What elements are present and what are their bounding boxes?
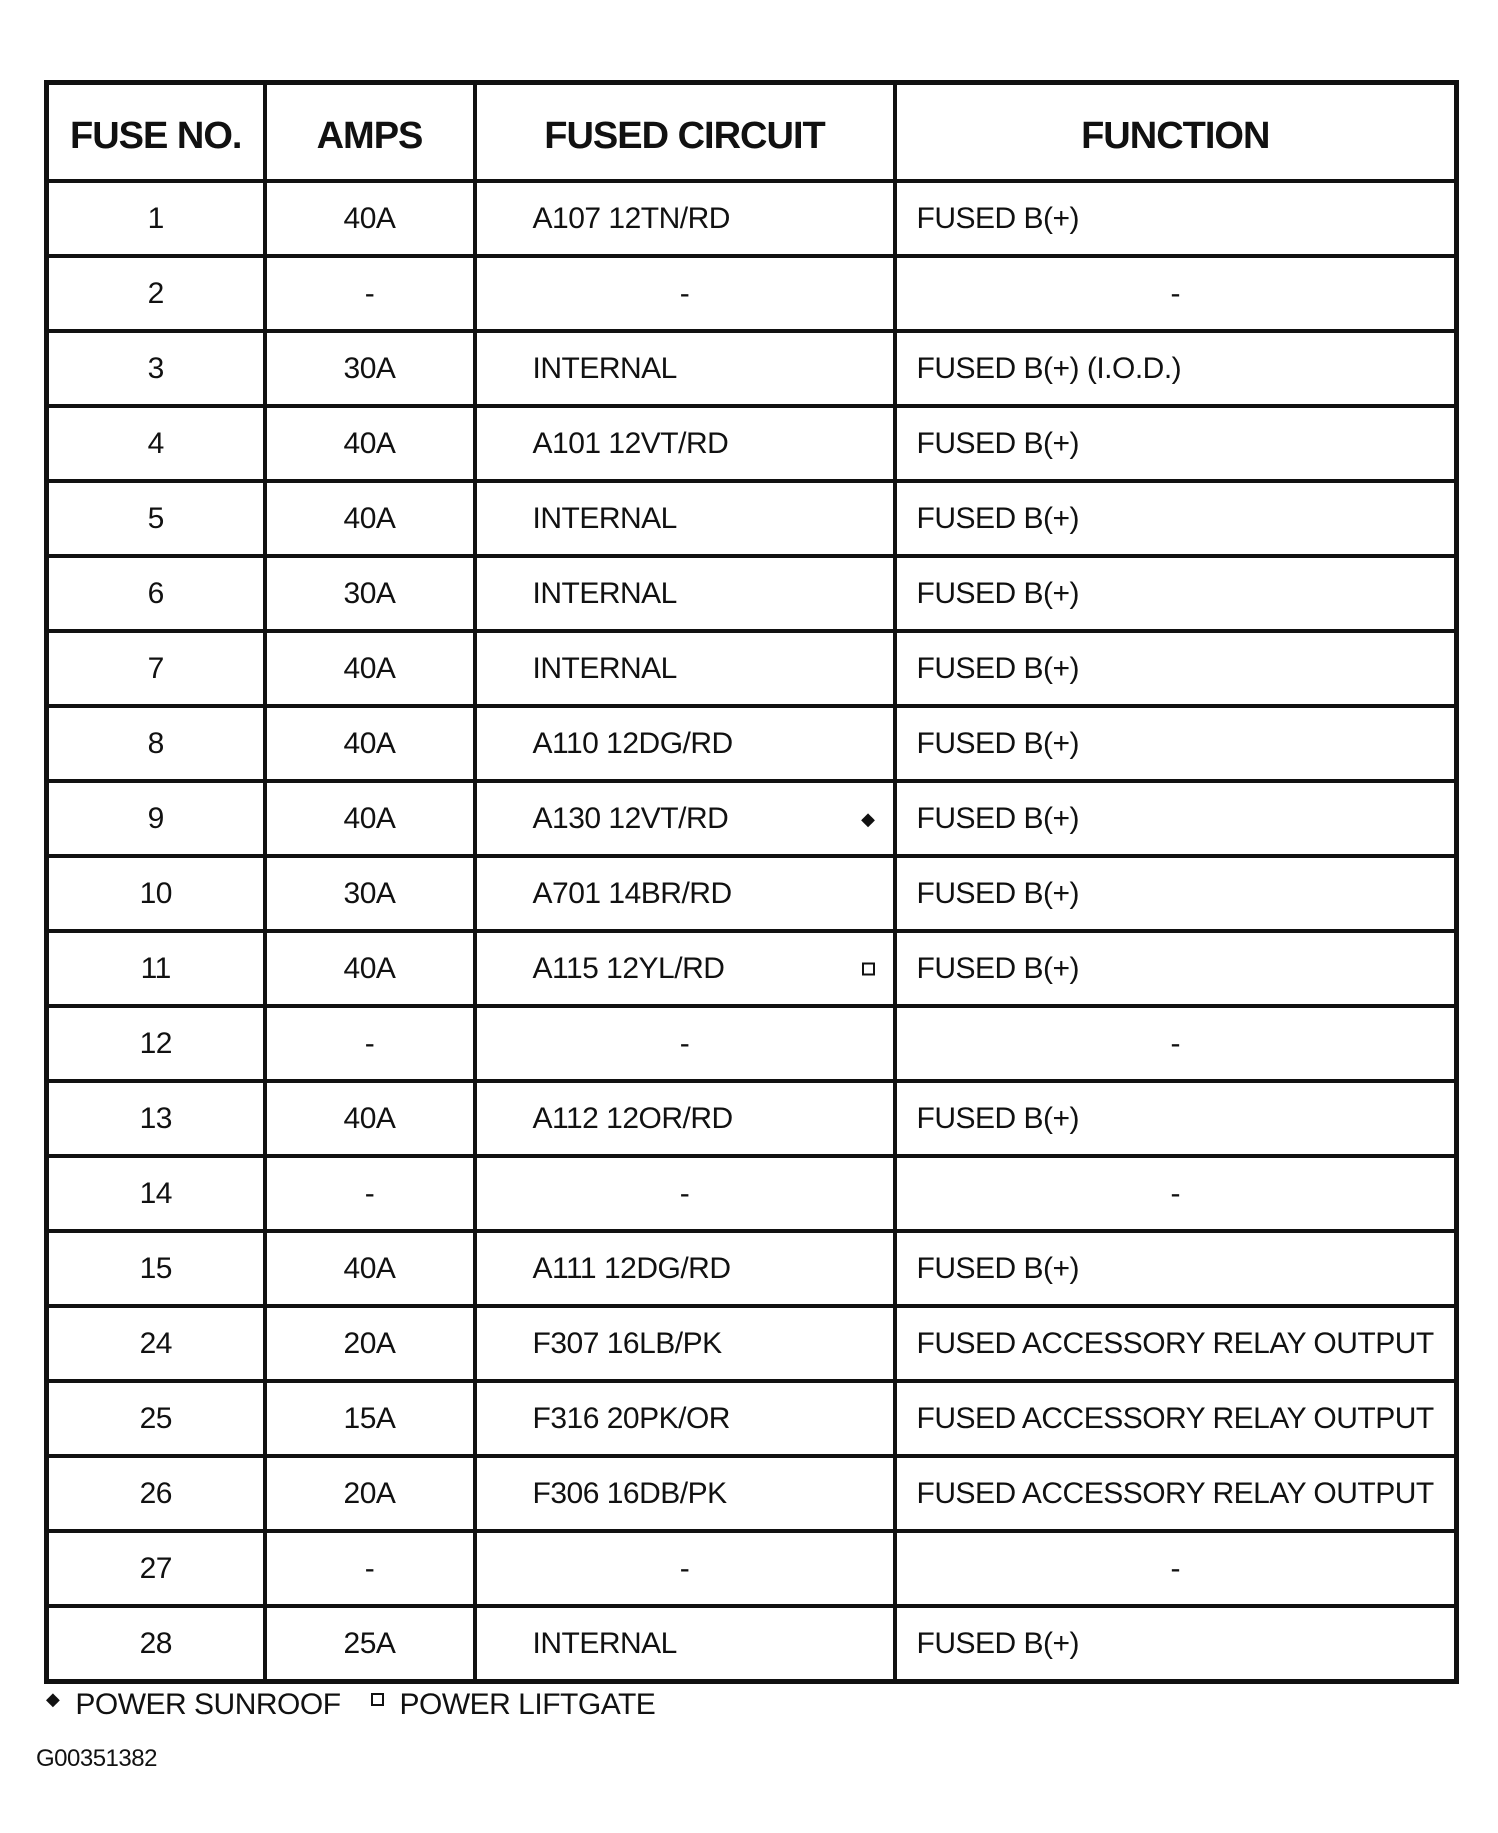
cell-fused-circuit [475, 781, 895, 856]
cell-fuse-no: 7 [47, 631, 265, 706]
cell-fused-circuit [475, 481, 895, 556]
cell-fused-circuit [475, 931, 895, 1006]
cell-fused-circuit [475, 256, 895, 331]
cell-function: FUSED B(+) [895, 1081, 1457, 1156]
cell-amps: 40A [265, 1231, 475, 1306]
cell-fused-circuit-text: A110 12DG/RD [532, 726, 733, 760]
cell-amps: 40A [265, 1081, 475, 1156]
table-row [47, 631, 1457, 706]
cell-amps: - [265, 1006, 475, 1081]
cell-fuse-no: 11 [47, 931, 265, 1006]
diamond-icon: ◆ [861, 808, 875, 829]
cell-amps: 40A [265, 631, 475, 706]
table-row [47, 781, 1457, 856]
cell-fuse-no: 8 [47, 706, 265, 781]
table-row [47, 1156, 1457, 1231]
cell-fuse-no: 13 [47, 1081, 265, 1156]
cell-amps: 40A [265, 181, 475, 256]
cell-amps: - [265, 1156, 475, 1231]
cell-function: - [895, 256, 1457, 331]
cell-fused-circuit [475, 331, 895, 406]
cell-fused-circuit-text: A130 12VT/RD [532, 801, 729, 835]
table-row [47, 181, 1457, 256]
cell-amps: 30A [265, 331, 475, 406]
cell-fuse-no: 5 [47, 481, 265, 556]
cell-fused-circuit [475, 1606, 895, 1682]
cell-fused-circuit-text: - [679, 1176, 690, 1210]
cell-fused-circuit-text: - [679, 276, 690, 310]
cell-fuse-no: 27 [47, 1531, 265, 1606]
cell-fused-circuit-text: A112 12OR/RD [532, 1101, 733, 1135]
square-icon [371, 1693, 384, 1706]
cell-function: FUSED ACCESSORY RELAY OUTPUT [895, 1306, 1457, 1381]
cell-fuse-no: 12 [47, 1006, 265, 1081]
cell-fused-circuit-text: INTERNAL [532, 1626, 677, 1660]
cell-function: FUSED ACCESSORY RELAY OUTPUT [895, 1381, 1457, 1456]
table-row [47, 331, 1457, 406]
cell-function: FUSED B(+) [895, 856, 1457, 931]
cell-fused-circuit-text: F307 16LB/PK [532, 1326, 722, 1360]
header-fused-circuit: FUSED CIRCUIT [475, 83, 895, 182]
legend-power-sunroof: POWER SUNROOF [75, 1688, 341, 1721]
cell-fuse-no: 4 [47, 406, 265, 481]
cell-fused-circuit [475, 1081, 895, 1156]
header-fuse-no: FUSE NO. [47, 83, 265, 182]
table-row [47, 1606, 1457, 1682]
cell-fuse-no: 10 [47, 856, 265, 931]
cell-function: FUSED B(+) [895, 931, 1457, 1006]
table-row [47, 481, 1457, 556]
table-row [47, 556, 1457, 631]
cell-amps: - [265, 256, 475, 331]
cell-function: FUSED B(+) (I.O.D.) [895, 331, 1457, 406]
cell-fused-circuit [475, 406, 895, 481]
cell-fuse-no: 3 [47, 331, 265, 406]
table-row [47, 1231, 1457, 1306]
cell-fuse-no: 9 [47, 781, 265, 856]
cell-fused-circuit [475, 181, 895, 256]
cell-function: FUSED B(+) [895, 1231, 1457, 1306]
cell-amps: 40A [265, 781, 475, 856]
header-amps: AMPS [265, 83, 475, 182]
cell-fused-circuit-text: - [679, 1551, 690, 1585]
cell-fused-circuit [475, 1456, 895, 1531]
cell-fused-circuit [475, 556, 895, 631]
cell-fused-circuit [475, 1381, 895, 1456]
cell-function: FUSED B(+) [895, 781, 1457, 856]
cell-fuse-no: 6 [47, 556, 265, 631]
cell-fuse-no: 14 [47, 1156, 265, 1231]
fuse-table-body [47, 181, 1457, 1682]
square-icon [862, 962, 875, 975]
cell-function: FUSED B(+) [895, 631, 1457, 706]
cell-function: FUSED B(+) [895, 706, 1457, 781]
cell-function: - [895, 1156, 1457, 1231]
cell-fused-circuit-text: A115 12YL/RD [532, 951, 725, 985]
cell-fuse-no: 26 [47, 1456, 265, 1531]
cell-fused-circuit [475, 856, 895, 931]
cell-function: FUSED ACCESSORY RELAY OUTPUT [895, 1456, 1457, 1531]
cell-fused-circuit [475, 1006, 895, 1081]
cell-fuse-no: 25 [47, 1381, 265, 1456]
cell-fused-circuit [475, 1531, 895, 1606]
table-row [47, 1306, 1457, 1381]
cell-fused-circuit-text: INTERNAL [532, 651, 677, 685]
table-row [47, 706, 1457, 781]
cell-function: FUSED B(+) [895, 181, 1457, 256]
table-row [47, 1531, 1457, 1606]
table-row [47, 856, 1457, 931]
cell-amps: - [265, 1531, 475, 1606]
cell-fused-circuit-text: A701 14BR/RD [532, 876, 732, 910]
cell-amps: 30A [265, 556, 475, 631]
cell-amps: 40A [265, 706, 475, 781]
cell-fused-circuit-text: A111 12DG/RD [532, 1251, 731, 1285]
cell-fuse-no: 28 [47, 1606, 265, 1682]
table-row [47, 1381, 1457, 1456]
cell-fuse-no: 1 [47, 181, 265, 256]
header-function: FUNCTION [895, 83, 1457, 182]
cell-function: FUSED B(+) [895, 481, 1457, 556]
header-row [47, 83, 1457, 182]
cell-amps: 20A [265, 1456, 475, 1531]
table-row [47, 256, 1457, 331]
table-row [47, 1456, 1457, 1531]
cell-fuse-no: 2 [47, 256, 265, 331]
table-row [47, 931, 1457, 1006]
cell-function: - [895, 1531, 1457, 1606]
cell-function: - [895, 1006, 1457, 1081]
cell-fused-circuit-text: INTERNAL [532, 351, 677, 385]
cell-amps: 15A [265, 1381, 475, 1456]
cell-fused-circuit-text: F306 16DB/PK [532, 1476, 727, 1510]
cell-amps: 40A [265, 406, 475, 481]
cell-amps: 40A [265, 931, 475, 1006]
cell-fused-circuit-text: A101 12VT/RD [532, 426, 729, 460]
cell-amps: 40A [265, 481, 475, 556]
cell-function: FUSED B(+) [895, 556, 1457, 631]
cell-fused-circuit [475, 631, 895, 706]
cell-fused-circuit-text: INTERNAL [532, 576, 677, 610]
cell-fused-circuit-text: - [679, 1026, 690, 1060]
cell-fused-circuit-text: INTERNAL [532, 501, 677, 535]
cell-fuse-no: 24 [47, 1306, 265, 1381]
cell-function: FUSED B(+) [895, 1606, 1457, 1682]
cell-fused-circuit [475, 706, 895, 781]
diamond-icon: ◆ [46, 1688, 60, 1709]
cell-fused-circuit [475, 1306, 895, 1381]
cell-amps: 25A [265, 1606, 475, 1682]
table-row [47, 1006, 1457, 1081]
legend [46, 1688, 655, 1722]
table-row [47, 1081, 1457, 1156]
figure-id: G00351382 [36, 1745, 157, 1772]
fuse-table [44, 80, 1459, 1684]
cell-fused-circuit-text: A107 12TN/RD [532, 201, 730, 235]
cell-function: FUSED B(+) [895, 406, 1457, 481]
cell-fused-circuit [475, 1156, 895, 1231]
legend-power-liftgate: POWER LIFTGATE [399, 1688, 656, 1721]
cell-fuse-no: 15 [47, 1231, 265, 1306]
cell-fused-circuit-text: F316 20PK/OR [532, 1401, 730, 1435]
cell-amps: 20A [265, 1306, 475, 1381]
cell-fused-circuit [475, 1231, 895, 1306]
table-row [47, 406, 1457, 481]
cell-amps: 30A [265, 856, 475, 931]
